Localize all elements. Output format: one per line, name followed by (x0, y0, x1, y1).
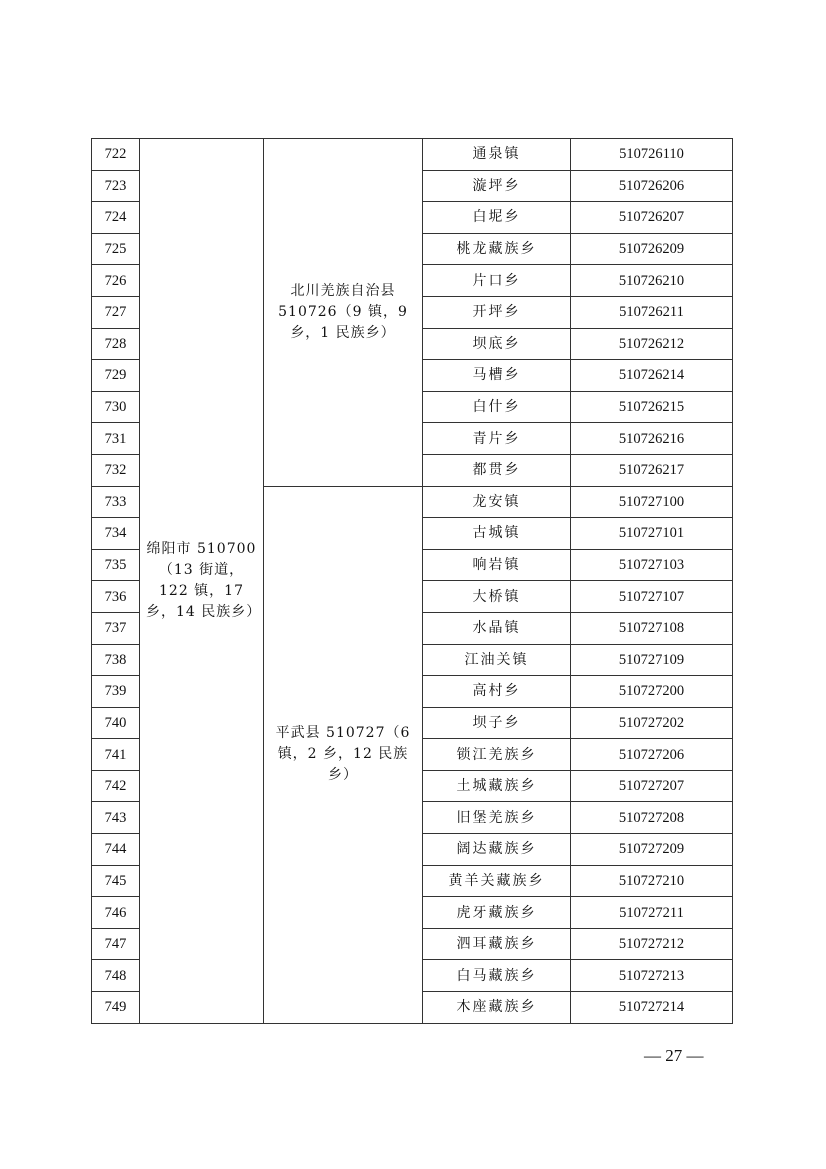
town-name: 白马藏族乡 (423, 960, 571, 992)
division-code: 510727210 (571, 865, 733, 897)
town-name: 通泉镇 (423, 139, 571, 171)
division-code: 510726209 (571, 233, 733, 265)
division-code: 510727213 (571, 960, 733, 992)
town-name: 白什乡 (423, 391, 571, 423)
row-number: 740 (92, 707, 140, 739)
county-cell: 平武县 510727（6 镇，2 乡，12 民族乡） (264, 486, 423, 1023)
row-number: 736 (92, 581, 140, 613)
row-number: 734 (92, 518, 140, 550)
town-name: 木座藏族乡 (423, 992, 571, 1024)
division-code: 510727103 (571, 549, 733, 581)
division-code: 510726212 (571, 328, 733, 360)
row-number: 747 (92, 928, 140, 960)
division-code: 510726214 (571, 360, 733, 392)
row-number: 726 (92, 265, 140, 297)
division-code: 510727212 (571, 928, 733, 960)
town-name: 漩坪乡 (423, 170, 571, 202)
town-name: 开坪乡 (423, 296, 571, 328)
division-code: 510726217 (571, 454, 733, 486)
town-name: 土城藏族乡 (423, 770, 571, 802)
division-code: 510727211 (571, 897, 733, 929)
division-code: 510727109 (571, 644, 733, 676)
town-name: 片口乡 (423, 265, 571, 297)
row-number: 729 (92, 360, 140, 392)
town-name: 龙安镇 (423, 486, 571, 518)
town-name: 青片乡 (423, 423, 571, 455)
row-number: 741 (92, 739, 140, 771)
division-code: 510726215 (571, 391, 733, 423)
row-number: 722 (92, 139, 140, 171)
division-code-table (91, 138, 733, 1024)
row-number: 724 (92, 202, 140, 234)
row-number: 737 (92, 612, 140, 644)
division-code: 510727108 (571, 612, 733, 644)
town-name: 白坭乡 (423, 202, 571, 234)
town-name: 坝子乡 (423, 707, 571, 739)
division-code: 510727200 (571, 676, 733, 708)
division-code: 510727209 (571, 834, 733, 866)
row-number: 749 (92, 992, 140, 1024)
division-code: 510727100 (571, 486, 733, 518)
row-number: 733 (92, 486, 140, 518)
division-code: 510726216 (571, 423, 733, 455)
division-code: 510726110 (571, 139, 733, 171)
division-code: 510727207 (571, 770, 733, 802)
town-name: 坝底乡 (423, 328, 571, 360)
row-number: 744 (92, 834, 140, 866)
row-number: 739 (92, 676, 140, 708)
town-name: 响岩镇 (423, 549, 571, 581)
division-code: 510727206 (571, 739, 733, 771)
row-number: 743 (92, 802, 140, 834)
division-code: 510726210 (571, 265, 733, 297)
row-number: 730 (92, 391, 140, 423)
town-name: 都贯乡 (423, 454, 571, 486)
division-code: 510726206 (571, 170, 733, 202)
division-code: 510727214 (571, 992, 733, 1024)
division-code: 510727208 (571, 802, 733, 834)
table-row (92, 139, 733, 171)
town-name: 泗耳藏族乡 (423, 928, 571, 960)
row-number: 723 (92, 170, 140, 202)
town-name: 江油关镇 (423, 644, 571, 676)
row-number: 725 (92, 233, 140, 265)
row-number: 731 (92, 423, 140, 455)
city-cell: 绵阳市 510700（13 街道，122 镇，17 乡，14 民族乡） (140, 139, 264, 1024)
town-name: 桃龙藏族乡 (423, 233, 571, 265)
row-number: 735 (92, 549, 140, 581)
town-name: 锁江羌族乡 (423, 739, 571, 771)
page-number: — 27 — (644, 1046, 704, 1065)
division-code: 510726207 (571, 202, 733, 234)
division-code: 510726211 (571, 296, 733, 328)
row-number: 742 (92, 770, 140, 802)
division-code: 510727202 (571, 707, 733, 739)
town-name: 大桥镇 (423, 581, 571, 613)
row-number: 748 (92, 960, 140, 992)
town-name: 古城镇 (423, 518, 571, 550)
town-name: 阔达藏族乡 (423, 834, 571, 866)
row-number: 745 (92, 865, 140, 897)
row-number: 727 (92, 296, 140, 328)
town-name: 马槽乡 (423, 360, 571, 392)
row-number: 738 (92, 644, 140, 676)
town-name: 黄羊关藏族乡 (423, 865, 571, 897)
row-number: 732 (92, 454, 140, 486)
town-name: 高村乡 (423, 676, 571, 708)
division-code: 510727107 (571, 581, 733, 613)
row-number: 728 (92, 328, 140, 360)
county-cell: 北川羌族自治县 510726（9 镇，9 乡，1 民族乡） (264, 139, 423, 487)
town-name: 虎牙藏族乡 (423, 897, 571, 929)
division-code: 510727101 (571, 518, 733, 550)
town-name: 旧堡羌族乡 (423, 802, 571, 834)
row-number: 746 (92, 897, 140, 929)
town-name: 水晶镇 (423, 612, 571, 644)
